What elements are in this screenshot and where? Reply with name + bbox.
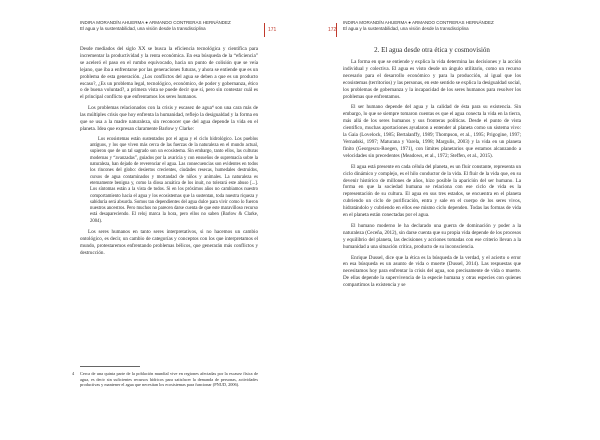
footnote-mark: 4 bbox=[72, 371, 75, 376]
left-running-header bbox=[80, 20, 255, 32]
left-paragraph-1: Desde mediados del siglo XX se busca la eficiencia tecnológica y científica para incrementar la productividad y la renta económica. En esa búsqueda de la “eficiencia” se aceleró el paso en el rumbo equivocado, hacia un punto de colisión que se veía lejano, que iba a enfrentarse por las generaciones futuras, y ahora se entiende que es un problema de esta generación. ¿Los conflictos del agua se deben a que es un producto escaso?, ¿Es un problema legal, tecnológico, económico, de poder y gobernanza, ético o de buena voluntad?, a primera vista se puede decir que sí, pero sin contestar cuál es el principal conflicto que enfrentamos los seres humanos. bbox=[80, 46, 258, 101]
right-paragraph-1: La forma en que se entiende y explica la vida determina las decisiones y la acción individual y colectiva. El agua es visto desde un ángulo utilitario, como un recurso necesario para el desarrollo económico y para la producción, al igual que los ecosistemas (territorios) y las personas, en este sentido se explica la desigualdad social, los problemas de gobernanza y la incapacidad de los seres humanos para resolver los problemas que enfrentamos. bbox=[343, 59, 521, 100]
right-page-column bbox=[343, 46, 521, 293]
footnote-text: Cerca de una quinta parte de la población mundial vive en regiones afectadas por la escasez física de agua, es decir sin suficientes recursos hídricos para satisfacer la demanda de personas, actividades productivas y mantener el agua que necesitan los ecosistemas para funcionar (PNUD, 2006). bbox=[80, 371, 258, 388]
right-header-rule bbox=[336, 23, 337, 37]
left-paragraph-2: Los problemas relacionados con la crisis y escasez de agua⁴ son una cara más de las múltiples crisis que hoy enfrenta la humanidad, reflejo la desigualdad y la forma en que se usa a la madre naturaleza, sin reconocer que del agua depende la vida en el planeta. Idea que expresan claramente Barlow y Clarke: bbox=[80, 105, 258, 132]
left-header-title: El agua y la sustentabilidad, una visión desde la transdisciplina bbox=[80, 26, 206, 31]
left-header-authors: INDIRA MORANDÍN AHUERMA ● ARMANDO CONTRERAS HERNÁNDEZ bbox=[80, 20, 231, 25]
left-page-number: 171 bbox=[268, 27, 277, 33]
footnote bbox=[72, 371, 258, 388]
right-paragraph-5: Enrique Dussel, dice que la ética es la búsqueda de la verdad, y el acierto o error en esa búsqueda es un asunto de vida o muerte (Dussel, 2014). Las respuestas que necesitamos hoy para enfrentar la crisis del agua, son precisamente de vida o muerte. De ellas depende la supervivencia de la especie humana y otras especies con quienes compartimos la existencia y se bbox=[343, 254, 521, 289]
right-running-header bbox=[343, 20, 518, 32]
footnote-divider bbox=[80, 366, 140, 367]
left-paragraph-3: Los seres humanos en tanto seres interpretativos, si no hacemos un cambio ontológico, es decir, un cambio de categorías y conceptos con los que interpretamos el mundo, protestaremos enfrentando problemas bélicos, que generarán más conflictos y destrucción. bbox=[80, 229, 258, 256]
right-paragraph-3: El agua está presente en cada célula del planeta, es un fluir constante, representa un ciclo dinámico y complejo, es el hilo conductor de la vida. El fluir de la vida que, en su devenir histórico de millones de años, hizo posible la aparición del ser humano. La forma en que la sociedad humana se relaciona con ese ciclo de vida es la representación de su cultura. El agua en sus tres estados, se encuentra en el planeta cubriendo un ciclo de purificación, entra y sale en el cuerpo de los seres vivos, hidratándolo y cubriendo en ellos ese mismo ciclo dependen. Todas las formas de vida en el planeta están conectadas por el agua. bbox=[343, 163, 521, 219]
section-title: 2. El agua desde otra ética y cosmovisión bbox=[374, 46, 490, 54]
right-header-authors: INDIRA MORANDÍN AHUERMA ● ARMANDO CONTRERAS HERNÁNDEZ bbox=[343, 20, 494, 25]
left-header-rule bbox=[264, 23, 265, 37]
right-paragraph-2: El ser humano depende del agua y la calidad de ésta para su existencia. Sin embargo, lo que se siempre tomaron cuentas es que el agua conecta la vida en la tierra, más allá de los seres humanos y sus fronteras políticas. Desde el punto de vista científico, muchas aportaciones ayudaron a entender al planeta como un sistema vivo: la Gaia (Lovelock, 1985; Bertalanffy, 1989; Thompson, et al., 1995; Prigogine, 1997; Vernadski, 1997; Maturana y Varela, 1998; Margulis, 2003) y la vida en un planeta finito (Georgescu-Roegen, 1971), con límites planetarios que estamos alcanzando a velocidades sin precedentes (Meadows, et al., 1972; Steffen, et al., 2015). bbox=[343, 104, 521, 159]
right-page-number: 172 bbox=[328, 27, 337, 33]
barlow-clarke-quote: Los ecosistemas están sustentados por el agua y el ciclo hidrológico. Los pueblos antiguos, y los que viven más cerca de las fuerzas de la naturaleza en el mundo actual, supieron que de un tal sagrado son un ecosistema. Sin embargo, tanto ellos, las culturas modernas y “avanzadas”, guiados por la avaricia y con ensueños de supremacía sobre la naturaleza, han dejado de reverenciar el agua. Las consecuencias son evidentes en todos los rincones del globo: desiertos crecientes, ciudades resecas, humedales destruidos, cursos de agua contaminados y mortandad de niños y animales. La naturaleza es eternamente benigna y, como la diosa acuática de los inuit, no tolerará este abuso [...]. Los síntomas están a la vista de todos. Si en los próximos años no cambiamos nuestro comportamiento hacia el agua y los ecosistemas que la sustentan, toda nuestra riqueza y sabiduría será absurda. Somos tan dependientes del agua dulce para vivir como lo fueron nuestros ancestros. Pero muchos no parecen darse cuenta de que este maravilloso recurso está desapareciendo. El reloj marca la hora, pero ellos no saben (Barlow & Clarke, 2004). bbox=[90, 136, 258, 224]
left-page-column bbox=[80, 46, 258, 261]
right-paragraph-4: El humano moderno le ha declarado una guerra de dominación y poder a la naturaleza (Ceceña, 2012), sin darse cuenta que su propia vida depende de los procesos y equilibrio del planeta, las decisiones y acciones tomadas con ese criterio llevan a la humanidad a una situación crítica, producto de su inconsciencia. bbox=[343, 222, 521, 250]
right-header-title: El agua y la sustentabilidad, una visión desde la transdisciplina bbox=[343, 26, 469, 31]
